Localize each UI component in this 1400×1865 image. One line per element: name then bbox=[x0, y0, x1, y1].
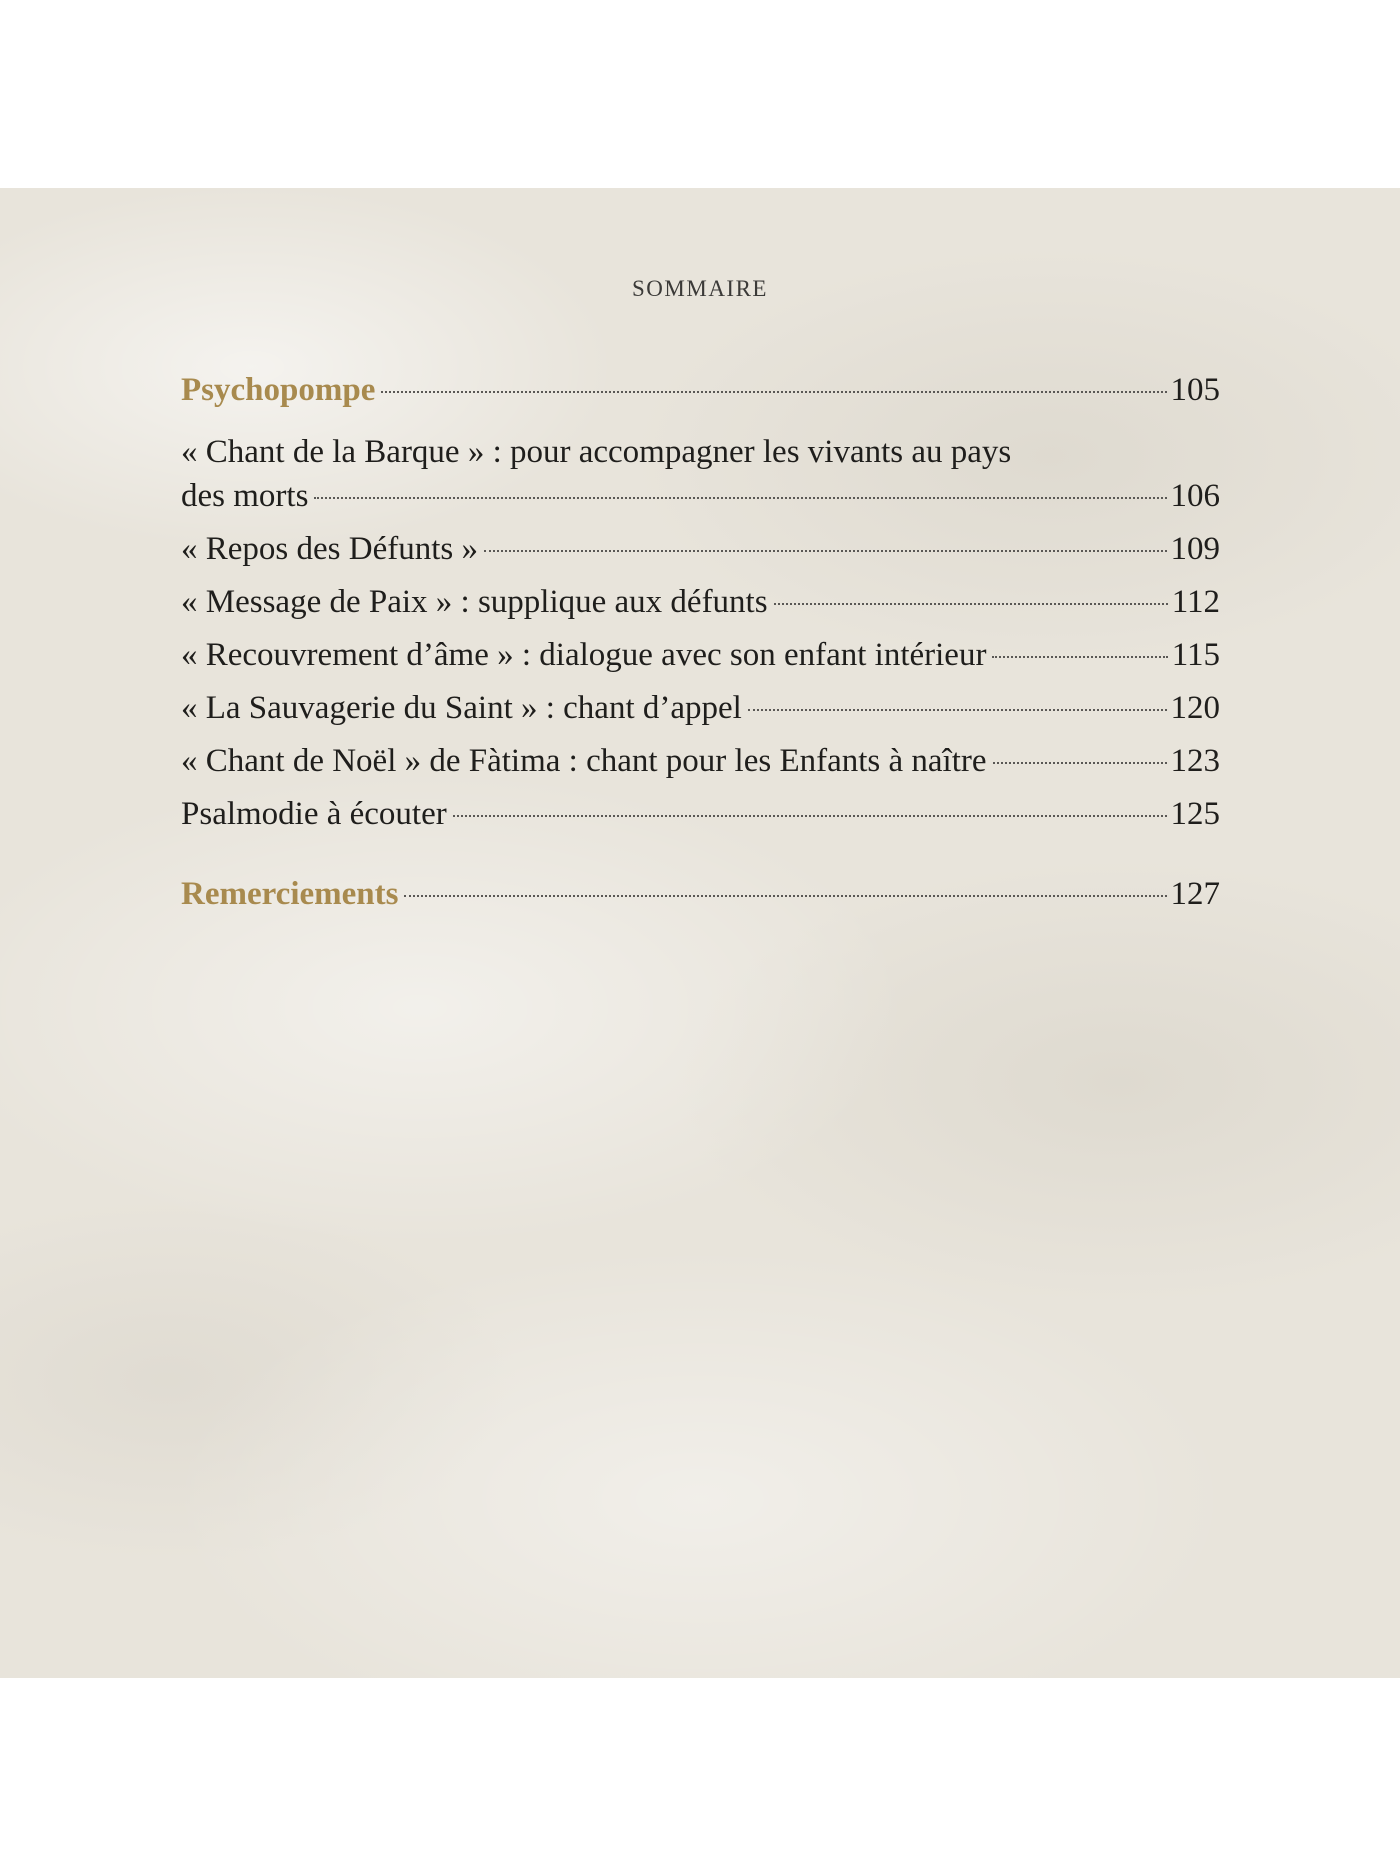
toc-entry-page: 109 bbox=[1170, 531, 1220, 567]
toc-entry-title-line2: des morts bbox=[181, 478, 309, 514]
table-of-contents bbox=[181, 368, 1220, 934]
toc-entry-page: 127 bbox=[1170, 876, 1220, 912]
toc-entry-page: 120 bbox=[1170, 690, 1220, 726]
toc-entry-page: 123 bbox=[1170, 743, 1220, 779]
toc-entry-psychopompe[interactable] bbox=[181, 368, 1220, 412]
toc-entry-remerciements[interactable] bbox=[181, 872, 1220, 916]
dot-leader bbox=[992, 656, 1167, 658]
toc-entry-title-line1: « Chant de la Barque » : pour accompagner les vivants au pays bbox=[181, 434, 1012, 470]
toc-entry-title: « Recouvrement d’âme » : dialogue avec son enfant intérieur bbox=[181, 637, 987, 673]
paper-page bbox=[0, 188, 1400, 1678]
toc-entry-page: 125 bbox=[1170, 796, 1220, 832]
toc-entry-title: Remerciements bbox=[181, 876, 399, 912]
dot-leader bbox=[484, 550, 1167, 552]
dot-leader bbox=[453, 815, 1167, 817]
toc-entry-title: Psychopompe bbox=[181, 372, 376, 408]
dot-leader bbox=[748, 709, 1167, 711]
toc-entry-title: « La Sauvagerie du Saint » : chant d’appel bbox=[181, 690, 742, 726]
toc-entry-title: « Repos des Défunts » bbox=[181, 531, 478, 567]
toc-entry-recouvrement[interactable] bbox=[181, 633, 1220, 677]
toc-entry-title: « Message de Paix » : supplique aux défunts bbox=[181, 584, 768, 620]
dot-leader bbox=[774, 603, 1168, 605]
dot-leader bbox=[993, 762, 1167, 764]
toc-entry-page: 115 bbox=[1171, 637, 1220, 673]
toc-entry-page: 105 bbox=[1170, 372, 1220, 408]
toc-entry-message[interactable] bbox=[181, 580, 1220, 624]
page-heading: SOMMAIRE bbox=[632, 276, 768, 301]
toc-entry-noel[interactable] bbox=[181, 739, 1220, 783]
toc-entry-psalmodie[interactable] bbox=[181, 792, 1220, 836]
dot-leader bbox=[404, 895, 1166, 897]
toc-entry-title: « Chant de Noël » de Fàtima : chant pour les Enfants à naître bbox=[181, 743, 987, 779]
dot-leader bbox=[314, 497, 1166, 499]
toc-entry-page: 112 bbox=[1171, 584, 1220, 620]
toc-entry-repos[interactable] bbox=[181, 527, 1220, 571]
toc-entry-page: 106 bbox=[1170, 478, 1220, 514]
dot-leader bbox=[381, 391, 1166, 393]
toc-entry-chant-barque[interactable] bbox=[181, 430, 1220, 518]
toc-entry-sauvagerie[interactable] bbox=[181, 686, 1220, 730]
toc-entry-title: Psalmodie à écouter bbox=[181, 796, 447, 832]
